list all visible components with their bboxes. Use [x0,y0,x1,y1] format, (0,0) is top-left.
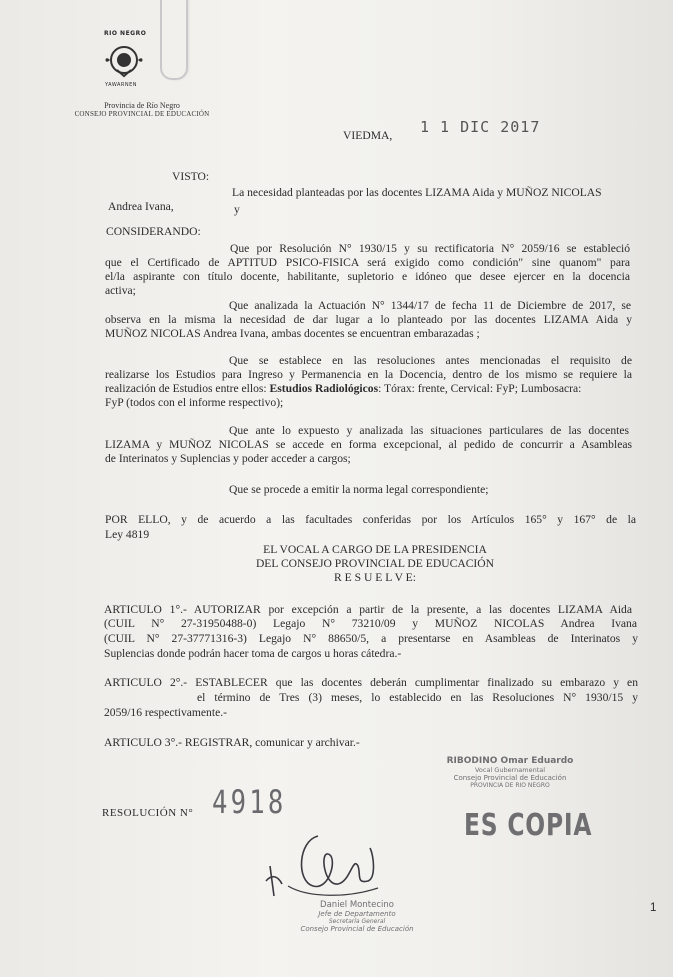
visto-line: Andrea Ivana, [108,200,174,213]
province-name: Provincia de Río Negro [104,101,180,110]
stamp-line: Daniel Montecino [320,900,394,910]
page-number: 1 [650,901,657,914]
paragraph-line: activa; [105,284,136,297]
article-line: (CUIL N° 27-37771316-3) Legajo N° 88650/5, a presentarse en Asambleas de Interinatos y [104,632,638,645]
authority-line: DEL CONSEJO PROVINCIAL DE EDUCACIÓN [255,557,495,570]
text-segment: : Tórax: frente, Cervical: FyP; Lumbosacra: [378,382,582,395]
copy-stamp: ES COPIA [464,808,593,843]
paper-clip [160,0,188,80]
visto-line: La necesidad planteadas por las docentes LIZAMA Aida y MUÑOZ NICOLAS [232,186,602,199]
article-line: Suplencias donde podrán hacer toma de cargos u horas cátedra.- [104,647,402,660]
resolution-number: 4918 [212,783,287,821]
letterhead [72,101,212,119]
emblem-bottom-text: YAWARNEN [105,82,138,88]
emblem-top-text: RIO NEGRO [104,30,147,37]
article-line: 2059/16 respectivamente.- [104,706,227,719]
article-line: ARTICULO 2°.- ESTABLECER que las docentes deberán cumplimentar finalizado su embarazo y en [104,676,638,689]
paragraph-line: que el Certificado de APTITUD PSICO-FISICA será exigido como condición" sine quanom" para [105,256,630,269]
paragraph-line: el/la aspirante con título docente, habilitante, supletorio e idóneo que desee ejercer en la docencia [105,270,630,283]
text-segment: realización de Estudios entre ellos: [105,382,267,395]
por-ello-line: POR ELLO, y de acuerdo a las facultades conferidas por los Artículos 165° y 167° de la [105,513,636,526]
place: VIEDMA, [343,129,393,142]
council-name: CONSEJO PROVINCIAL DE EDUCACIÓN [74,110,210,118]
stamp-line: Secretaría General [328,918,386,925]
por-ello-line: Ley 4819 [105,528,150,541]
stamp-line: PROVINCIA DE RIO NEGRO [470,782,550,789]
date-stamp: 1 1 DIC 2017 [420,118,541,136]
stamp-line: Consejo Provincial de Educación [300,925,414,933]
paragraph-line: Que por Resolución N° 1930/15 y su rectificatoria N° 2059/16 se estableció [230,242,630,255]
article-line: ARTICULO 1°.- AUTORIZAR por excepción a partir de la presente, a las docentes LIZAMA Aida [104,603,632,616]
paragraph-line: Que se procede a emitir la norma legal correspondiente; [229,483,489,496]
paragraph-line: MUÑOZ NICOLAS Andrea Ivana, ambas docentes se encuentran embarazadas ; [105,327,480,340]
paragraph-line [105,382,581,396]
official-stamp [430,756,590,789]
article-line: el término de Tres (3) meses, lo establecido en las Resoluciones N° 1930/15 y [197,691,638,704]
paragraph-line: Que se establece en las resoluciones antes mencionadas el requisito de [229,354,632,367]
article-line: (CUIL N° 27-31950488-0) Legajo N° 73210/09 y MUÑOZ NICOLAS Andrea Ivana [104,617,637,630]
stamp-line: Consejo Provincial de Educación [453,774,567,782]
paragraph-line: FyP (todos con el informe respectivo); [105,396,284,409]
paragraph-line: de Interinatos y Suplencias y poder acceder a cargos; [105,452,351,465]
authority-line: EL VOCAL A CARGO DE LA PRESIDENCIA [263,543,487,556]
signature-stamp [282,900,432,933]
stamp-line: RIBODINO Omar Eduardo [446,756,574,766]
stamp-line: Jefe de Departamento [318,910,396,918]
stamp-line: Vocal Gubernamental [474,766,546,774]
paragraph-line: Que ante lo expuesto y analizada las situaciones particulares de las docentes [229,424,629,437]
considerando-heading: CONSIDERANDO: [106,225,201,238]
resuelve-heading: R E S U E L V E: [334,571,416,584]
province-emblem [100,34,148,86]
visto-heading: VISTO: [172,170,210,183]
visto-line: y [234,203,240,216]
bold-term: Estudios Radiológicos [269,382,379,395]
paragraph-line: observa en la misma la necesidad de dar lugar a lo planteado por las docentes LIZAMA Aida y [105,313,632,326]
paragraph-line: LIZAMA y MUÑOZ NICOLAS se accede en forma excepcional, al pedido de concurrir a Asambleas [105,438,632,451]
resolution-label: RESOLUCIÓN N° [102,807,194,819]
paragraph-line: realizarse los Estudios para Ingreso y Permanencia en la Docencia, dentro de los mismo se requiere la [105,368,632,381]
article-line: ARTICULO 3°.- REGISTRAR, comunicar y archivar.- [104,736,360,749]
paragraph-line: Que analizada la Actuación N° 1344/17 de fecha 11 de Diciembre de 2017, se [229,299,631,312]
